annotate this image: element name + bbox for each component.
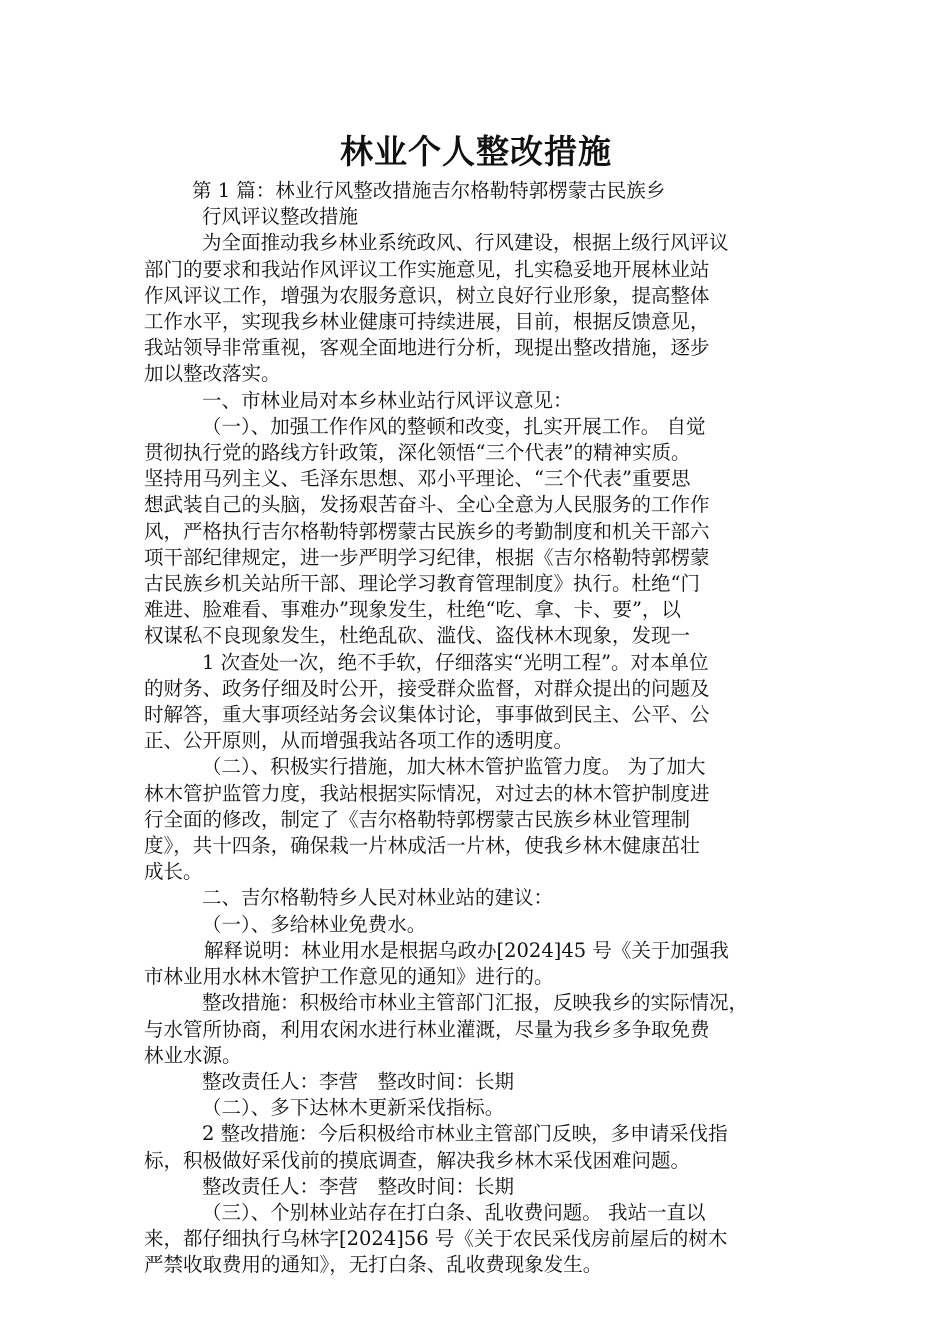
text-line: 部门的要求和我站作风评议工作实施意见，扎实稳妥地开展林业站 — [144, 257, 710, 281]
text-line: 市林业用水林木管护工作意见的通知》进行的。 — [144, 965, 554, 989]
text-line: 整改措施：积极给市林业主管部门汇报，反映我乡的实际情况， — [202, 991, 749, 1015]
text-line: 贯彻执行党的路线方针政策，深化领悟“三个代表”的精神实质。 — [144, 441, 691, 465]
text-line: 整改责任人：李营 整改时间：长期 — [202, 1174, 515, 1198]
text-line: 我站领导非常重视，客观全面地进行分析，现提出整改措施，逐步 — [144, 336, 710, 360]
text-line: 项干部纪律规定，进一步严明学习纪律，根据《吉尔格勒特郭楞蒙 — [144, 545, 710, 569]
document-page — [144, 128, 808, 1279]
text-line: 时解答，重大事项经站务会议集体讨论，事事做到民主、公平、公 — [144, 703, 710, 727]
text-line: 标，积极做好采伐前的摸底调查，解决我乡林木采伐困难问题。 — [144, 1148, 691, 1172]
text-line: 古民族乡机关站所干部、理论学习教育管理制度》执行。杜绝“门 — [144, 572, 700, 596]
text-line: 度》，共十四条，确保栽一片林成活一片林，使我乡林木健康茁壮 — [144, 834, 700, 858]
text-line: （一）、加强工作作风的整顿和改变，扎实开展工作。 自觉 — [202, 414, 706, 438]
text-line: 解释说明：林业用水是根据乌政办[2024]45 号《关于加强我 — [204, 938, 729, 962]
document-body — [144, 178, 808, 1279]
text-line: 林木管护监管力度，我站根据实际情况，对过去的林木管护制度进 — [144, 781, 710, 805]
text-line: 2 整改措施：今后积极给市林业主管部门反映，多申请采伐指 — [202, 1122, 728, 1146]
text-line: 来，都仔细执行乌林字[2024]56 号《关于农民采伐房前屋后的树木 — [144, 1227, 728, 1251]
text-line: 行风评议整改措施 — [202, 205, 359, 229]
document-title: 林业个人整改措施 — [340, 132, 612, 171]
text-line: 作风评议工作，增强为农服务意识，树立良好行业形象，提高整体 — [144, 283, 710, 307]
text-line: 为全面推动我乡林业系统政风、行风建设，根据上级行风评议 — [202, 231, 729, 255]
text-line: 二、吉尔格勒特乡人民对林业站的建议： — [202, 886, 554, 910]
text-line: 的财务、政务仔细及时公开，接受群众监督，对群众提出的问题及 — [144, 676, 710, 700]
text-line: 第 1 篇：林业行风整改措施吉尔格勒特郭楞蒙古民族乡 — [192, 179, 666, 202]
text-line: 加以整改落实。 — [144, 362, 281, 386]
text-line: （二）、多下达林木更新采伐指标。 — [202, 1096, 505, 1120]
text-line: 1 次查处一次，绝不手软，仔细落实“光明工程”。对本单位 — [202, 650, 709, 674]
text-line: 想武装自己的头脑，发扬艰苦奋斗、全心全意为人民服务的工作作 — [144, 493, 710, 517]
text-line: （三）、个别林业站存在打白条、乱收费问题。 我站一直以 — [202, 1200, 706, 1224]
text-line: 工作水平，实现我乡林业健康可持续进展，目前，根据反馈意见， — [144, 310, 710, 334]
text-line: 成长。 — [144, 860, 203, 884]
text-line: 林业水源。 — [144, 1043, 242, 1067]
text-line: 坚持用马列主义、毛泽东思想、邓小平理论、“三个代表”重要思 — [144, 467, 691, 491]
text-line: （一）、多给林业免费水。 — [202, 912, 427, 936]
text-line: 整改责任人：李营 整改时间：长期 — [202, 1069, 515, 1093]
text-line: 严禁收取费用的通知》，无打白条、乱收费现象发生。 — [144, 1253, 603, 1277]
text-line: 风，严格执行吉尔格勒特郭楞蒙古民族乡的考勤制度和机关干部六 — [144, 519, 710, 543]
text-line: 权谋私不良现象发生，杜绝乱砍、滥伐、盗伐林木现象，发现一 — [144, 624, 691, 648]
text-line: 与水管所协商，利用农闲水进行林业灌溉，尽量为我乡多争取免费 — [144, 1017, 710, 1041]
text-line: 难进、脸难看、事难办”现象发生，杜绝“吃、拿、卡、要”，以 — [144, 598, 681, 622]
text-line: 一、市林业局对本乡林业站行风评议意见： — [202, 388, 573, 412]
text-line: 正、公开原则，从而增强我站各项工作的透明度。 — [144, 729, 574, 753]
text-line: （二）、积极实行措施，加大林木管护监管力度。 为了加大 — [202, 755, 706, 779]
text-line: 行全面的修改，制定了《吉尔格勒特郭楞蒙古民族乡林业管理制 — [144, 807, 691, 831]
